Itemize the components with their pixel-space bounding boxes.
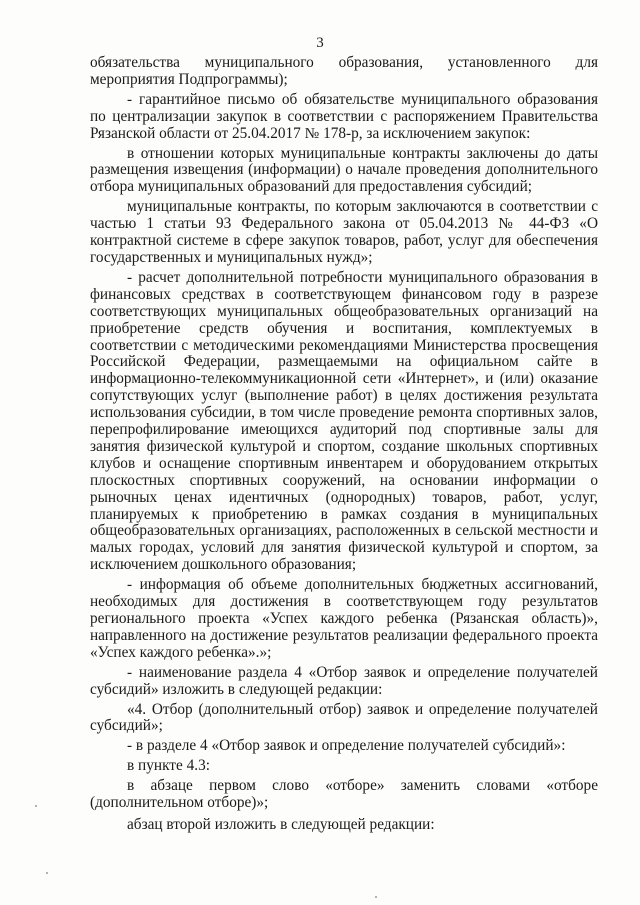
text-line: финансовых средствах в соответствующем финансовом году в разрезе [90,285,598,303]
text-line: обязательства муниципального образования, установленного для [90,54,598,71]
text-line: муниципальные контракты, по которым заключаются в соответствии с [127,198,598,216]
text-line: малых городах, условий для занятия физической культурой и спортом, за [90,539,598,557]
text-line: - в разделе 4 «Отбор заявок и определение получателей субсидий»: [127,737,566,755]
scan-speck [46,872,48,874]
text-line: государственных и муниципальных нужд»; [90,248,373,266]
text-line: общеобразовательных организациях, расположенных в сельской местности и [90,522,598,540]
text-line: отбора муниципальных образований для предоставления субсидий; [90,178,533,196]
text-line: частью 1 статьи 93 Федерального закона от 05.04.2013 № 44-ФЗ «О [90,215,598,233]
text-line: направленного на достижение результатов реализации федерального проекта [90,626,598,644]
text-line: клубов и оснащение спортивным инвентарем и оборудованием открытых [90,454,598,472]
text-line: - гарантийное письмо об обязательстве муниципального образования [127,90,598,108]
text-line: регионального проекта «Успех каждого ребенка (Рязанская область)», [90,610,598,627]
text-line: необходимых для достижения в соответствующем году результатов [90,593,598,611]
text-line: занятия физической культурой и спортом, создание школьных спортивных [90,437,598,455]
text-line: - информация об объеме дополнительных бюджетных ассигнований, [127,576,598,594]
text-line: планируемых к приобретению в рамках создания в муниципальных [90,505,598,523]
text-line: размещения извещения (информации) о начале проведения дополнительного [90,161,598,179]
text-line: - расчет дополнительной потребности муниципального образования в [127,268,598,286]
text-line: исключением дошкольного образования; [90,556,357,574]
text-line: «Успех каждого ребенка».»; [90,643,272,661]
text-line: в пункте 4.3: [127,757,210,775]
text-line: субсидий» изложить в следующей редакции: [90,680,383,698]
text-line: контрактной системе в сфере закупок товаров, работ, услуг для обеспечения [90,232,598,250]
scan-speck [375,896,377,898]
text-line: Рязанской области от 25.04.2017 № 178-р, за исключением закупок: [90,124,531,142]
text-line: перепрофилирование имеющихся аудиторий под спортивные залы для [90,421,598,439]
text-line: Российской Федерации, размещаемыми на официальном сайте в [90,353,598,371]
text-line: сопутствующих услуг (выполнение работ) в целях достижения результата [90,387,598,405]
text-line: приобретение средств обучения и воспитания, комплектуемых в [90,319,598,337]
text-line: (дополнительном отборе)»; [90,794,269,812]
text-line: плоскостных спортивных сооружений, на основании информации о [90,471,598,489]
scan-speck [35,805,37,807]
text-line: информационно-телекоммуникационной сети «Интернет», и (или) оказание [90,370,598,388]
text-line: абзац второй изложить в следующей редакции: [127,815,435,833]
text-line: использования субсидии, в том числе проведение ремонта спортивных залов, [90,404,598,422]
text-line: «4. Отбор (дополнительный отбор) заявок и определение получателей [127,700,598,718]
text-line: соответствующих муниципальных общеобразовательных организаций на [90,302,598,320]
text-line: соответствии с методическими рекомендациями Министерства просвещения [90,336,598,354]
text-line: субсидий»; [90,717,163,735]
document-body [90,55,598,834]
text-line: по централизации закупок в соответствии с распоряжением Правительства [90,107,598,125]
text-line: - наименование раздела 4 «Отбор заявок и определение получателей [127,663,598,681]
text-line: в абзаце первом слово «отборе» заменить словами «отборе [127,777,598,795]
text-line: рыночных ценах идентичных (однородных) товаров, работ, услуг, [90,488,598,506]
text-line: мероприятия Подпрограммы); [90,70,288,88]
page-number: 3 [316,35,324,51]
text-line: в отношении которых муниципальные контракты заключены до даты [127,144,598,162]
